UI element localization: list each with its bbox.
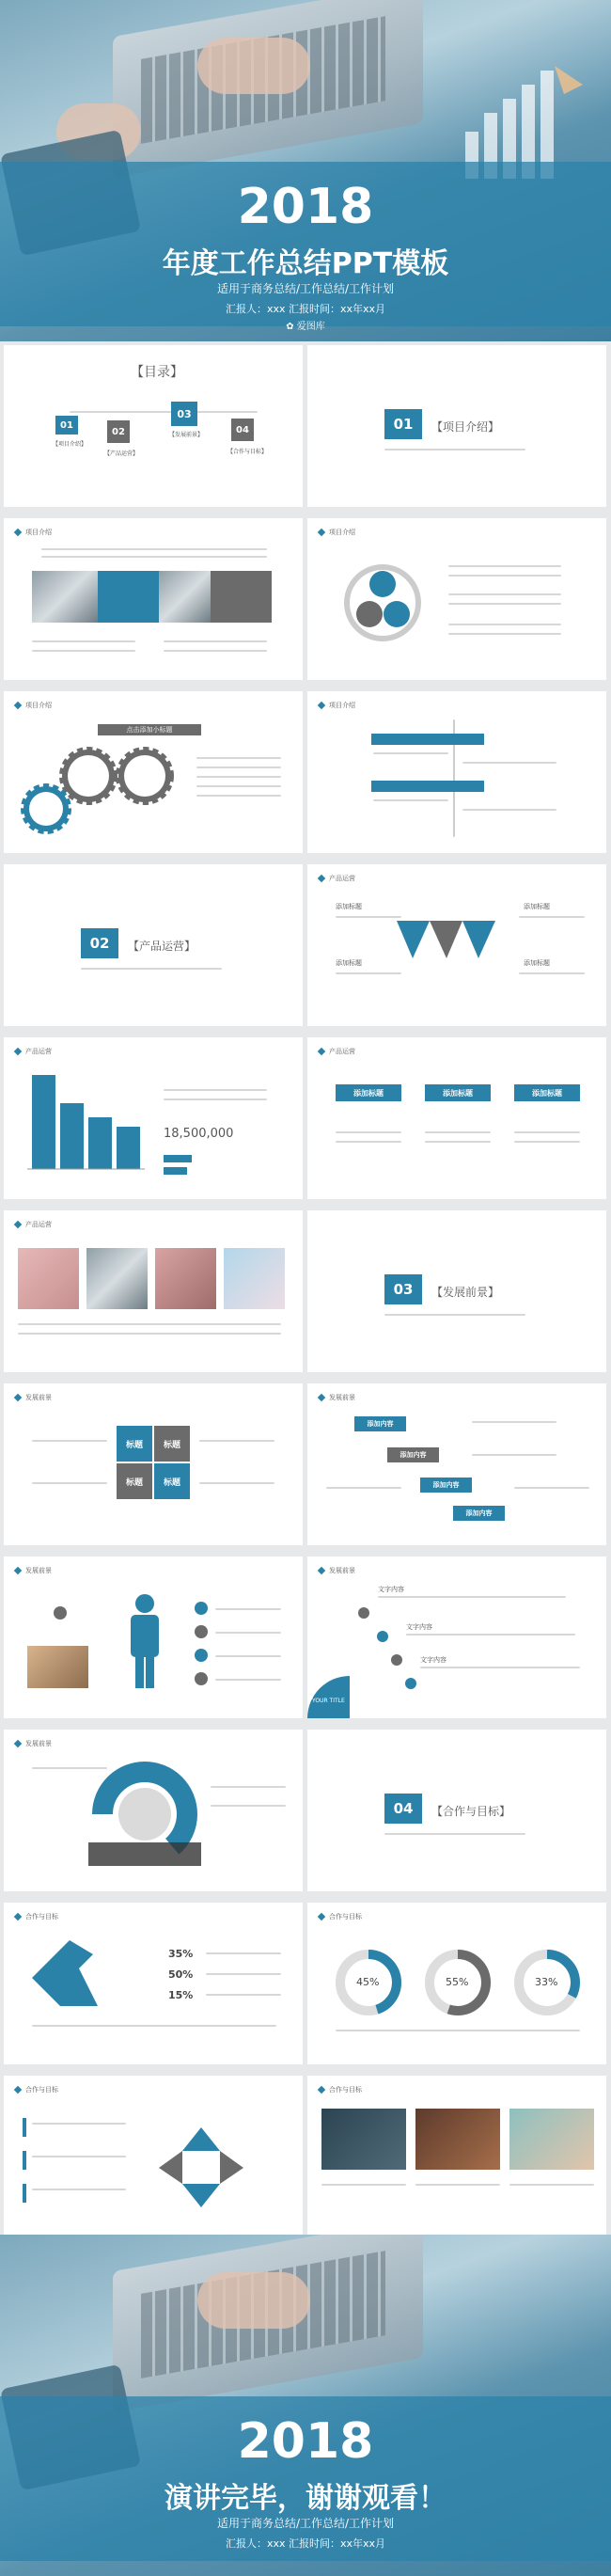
divider bbox=[384, 1314, 525, 1316]
text-line bbox=[321, 2184, 406, 2186]
text-line bbox=[336, 972, 401, 974]
text-line bbox=[32, 1482, 107, 1484]
slide-coop-donuts bbox=[307, 1903, 606, 2064]
hand-photo bbox=[197, 38, 310, 94]
slide-product-photos bbox=[4, 1210, 303, 1372]
text-line bbox=[164, 650, 267, 652]
product-photo bbox=[224, 1248, 285, 1309]
slide-tag: 项目介绍 bbox=[15, 701, 52, 710]
diamond-icon bbox=[14, 529, 22, 536]
divider bbox=[384, 1833, 525, 1835]
slide-tag: 项目介绍 bbox=[319, 528, 355, 537]
slide-tag: 发展前景 bbox=[15, 1739, 52, 1748]
product-photo bbox=[86, 1248, 148, 1309]
circle-cycle-diagram bbox=[307, 518, 606, 680]
text-line bbox=[378, 1596, 566, 1598]
text-line bbox=[215, 1679, 281, 1681]
percent-50: 50% bbox=[168, 1968, 194, 1981]
slide-section-04 bbox=[307, 1730, 606, 1891]
text-line bbox=[448, 593, 561, 595]
text-line bbox=[425, 1131, 491, 1133]
text-line bbox=[164, 1089, 267, 1091]
text-line bbox=[32, 2156, 126, 2157]
section-num: 03 bbox=[384, 1274, 422, 1304]
slide-project-gears bbox=[4, 691, 303, 853]
slide-tag: 合作与目标 bbox=[15, 1912, 58, 1921]
your-title: YOUR TITLE bbox=[312, 1698, 345, 1704]
divider bbox=[70, 411, 258, 413]
slide-product-chart bbox=[4, 1037, 303, 1199]
toc-num-03[interactable]: 03 bbox=[171, 402, 197, 426]
text-line bbox=[472, 1454, 556, 1456]
column-header: 添加标题 bbox=[425, 1084, 491, 1101]
timeline-bar bbox=[371, 781, 484, 792]
slide-prospect-radial bbox=[307, 1557, 606, 1718]
slide-section-03 bbox=[307, 1210, 606, 1372]
text-line bbox=[472, 1421, 556, 1423]
section-title: 【合作与目标】 bbox=[431, 1805, 511, 1818]
text-line bbox=[373, 799, 448, 801]
text-line bbox=[514, 1141, 580, 1143]
gear-icon bbox=[4, 691, 303, 853]
section-title: 【项目介绍】 bbox=[431, 420, 500, 434]
slide-tag: 产品运营 bbox=[15, 1047, 52, 1056]
slide-tag: 发展前景 bbox=[319, 1393, 355, 1402]
bar-chart bbox=[4, 1037, 303, 1199]
diamond-icon bbox=[318, 702, 325, 709]
text-line bbox=[448, 565, 561, 567]
text-line bbox=[211, 1805, 286, 1807]
section-title: 【产品运营】 bbox=[128, 940, 196, 953]
slide-tag: 发展前景 bbox=[15, 1393, 52, 1402]
text-line bbox=[41, 548, 267, 550]
slide-prospect-grid bbox=[4, 1383, 303, 1545]
grid-cell: 标题 bbox=[117, 1463, 152, 1499]
toc-num-01[interactable]: 01 bbox=[55, 416, 78, 435]
legend-bar bbox=[164, 1155, 192, 1162]
text-line bbox=[462, 809, 556, 811]
cover-reporter: 汇报人：xxx 汇报时间：xx年xx月 bbox=[225, 303, 386, 315]
text-line bbox=[206, 1952, 281, 1954]
donut-label-55: 55% bbox=[446, 1976, 469, 1988]
slide-section-02 bbox=[4, 864, 303, 1026]
divider bbox=[384, 449, 525, 450]
slide-tag: 合作与目标 bbox=[319, 1912, 362, 1921]
text-line bbox=[406, 1634, 575, 1636]
text-line bbox=[196, 785, 281, 787]
section-num: 01 bbox=[384, 409, 422, 439]
label-add-title: 添加标题 bbox=[336, 959, 362, 967]
text-line bbox=[211, 1786, 286, 1788]
coop-photo bbox=[415, 2109, 500, 2170]
cover-year: 2018 bbox=[237, 179, 374, 235]
divider bbox=[81, 968, 222, 970]
slide-coop-photos bbox=[307, 2076, 606, 2237]
text-heading: 文字内容 bbox=[406, 1623, 432, 1631]
text-line bbox=[215, 1632, 281, 1634]
grid-cell: 标题 bbox=[117, 1426, 152, 1462]
text-line bbox=[32, 2123, 126, 2125]
flow-step: 添加内容 bbox=[354, 1416, 406, 1431]
slide-project-circles bbox=[307, 518, 606, 680]
text-line bbox=[420, 1667, 580, 1668]
text-heading: 文字内容 bbox=[420, 1656, 446, 1664]
slide-tag: 合作与目标 bbox=[15, 2085, 58, 2094]
product-photo bbox=[155, 1248, 216, 1309]
text-line bbox=[199, 1482, 274, 1484]
text-line bbox=[448, 624, 561, 625]
slide-prospect-arc bbox=[4, 1730, 303, 1891]
section-num: 04 bbox=[384, 1794, 422, 1824]
text-line bbox=[519, 916, 585, 918]
slide-tag: 项目介绍 bbox=[319, 701, 355, 710]
label-add-title: 添加标题 bbox=[524, 959, 550, 967]
text-heading: 文字内容 bbox=[378, 1586, 404, 1593]
legend-bar bbox=[164, 1167, 187, 1175]
diamond-icon bbox=[14, 1394, 22, 1401]
info-panel bbox=[98, 571, 159, 623]
big-number: 18,500,000 bbox=[164, 1127, 234, 1141]
toc-label-03: 【发展前景】 bbox=[169, 432, 204, 438]
slide-product-columns bbox=[307, 1037, 606, 1199]
team-photo bbox=[32, 571, 98, 623]
slide-prospect-flow bbox=[307, 1383, 606, 1545]
cover-title: 年度工作总结PPT模板 bbox=[162, 247, 449, 280]
slide-tag: 发展前景 bbox=[15, 1566, 52, 1575]
slide-project-timeline bbox=[307, 691, 606, 853]
toc-label-01: 【项目介绍】 bbox=[53, 441, 87, 448]
column-header: 添加标题 bbox=[514, 1084, 580, 1101]
column-header: 添加标题 bbox=[336, 1084, 401, 1101]
text-line bbox=[336, 916, 401, 918]
text-line bbox=[199, 1440, 274, 1442]
text-line bbox=[32, 1767, 107, 1769]
grid-cell: 标题 bbox=[154, 1463, 190, 1499]
product-photo bbox=[18, 1248, 79, 1309]
text-line bbox=[336, 1131, 401, 1133]
ending-title: 演讲完毕，谢谢观看！ bbox=[164, 2482, 446, 2515]
list-marker bbox=[23, 2118, 26, 2137]
toc-title: 【目录】 bbox=[131, 365, 183, 380]
slide-tag: 发展前景 bbox=[319, 1566, 355, 1575]
ending-reporter: 汇报人：xxx 汇报时间：xx年xx月 bbox=[225, 2537, 386, 2550]
text-line bbox=[206, 1994, 281, 1996]
text-line bbox=[509, 2184, 594, 2186]
text-line bbox=[448, 603, 561, 605]
donut-label-33: 33% bbox=[535, 1976, 558, 1988]
flow-step: 添加内容 bbox=[453, 1506, 505, 1521]
slide-coop-hand bbox=[4, 1903, 303, 2064]
text-line bbox=[196, 757, 281, 759]
triangle-diagram bbox=[307, 864, 606, 1026]
toc-label-02: 【产品运营】 bbox=[104, 450, 139, 457]
text-line bbox=[32, 640, 135, 642]
ending-subtitle: 适用于商务总结/工作总结/工作计划 bbox=[216, 2517, 395, 2530]
percent-35: 35% bbox=[168, 1948, 194, 1960]
coop-photo bbox=[509, 2109, 594, 2170]
list-marker bbox=[23, 2151, 26, 2170]
text-line bbox=[215, 1608, 281, 1610]
diamond-icon bbox=[318, 1048, 325, 1055]
text-line bbox=[32, 2189, 126, 2190]
text-line bbox=[164, 640, 267, 642]
gear-header: 点击添加小标题 bbox=[98, 724, 201, 735]
text-line bbox=[18, 1323, 281, 1325]
slide-coop-arrows bbox=[4, 2076, 303, 2237]
slide-project-team bbox=[4, 518, 303, 680]
text-line bbox=[32, 650, 135, 652]
text-line bbox=[514, 1131, 580, 1133]
coop-photo bbox=[321, 2109, 406, 2170]
timeline-bar bbox=[371, 734, 484, 745]
slide-toc bbox=[4, 345, 303, 507]
grid-cell: 标题 bbox=[154, 1426, 190, 1462]
cover-logo: ✿ 爱图库 bbox=[286, 322, 325, 332]
ending-year: 2018 bbox=[237, 2413, 374, 2470]
slide-tag: 产品运营 bbox=[319, 874, 355, 883]
diamond-icon bbox=[318, 2086, 325, 2094]
slide-tag: 项目介绍 bbox=[15, 528, 52, 537]
section-num: 02 bbox=[81, 928, 118, 958]
cover-slide bbox=[0, 0, 611, 341]
diamond-icon bbox=[14, 1221, 22, 1228]
text-line bbox=[415, 2184, 500, 2186]
list-marker bbox=[23, 2184, 26, 2203]
logo-icon: ✿ bbox=[286, 322, 297, 332]
text-line bbox=[425, 1141, 491, 1143]
percent-15: 15% bbox=[168, 1989, 194, 2001]
text-line bbox=[514, 1487, 589, 1489]
ending-slide bbox=[0, 2235, 611, 2576]
flow-step: 添加内容 bbox=[420, 1478, 472, 1493]
toc-num-04[interactable]: 04 bbox=[231, 419, 254, 441]
toc-num-02[interactable]: 02 bbox=[107, 420, 130, 443]
text-line bbox=[196, 766, 281, 768]
slide-section-01 bbox=[307, 345, 606, 507]
text-line bbox=[32, 2025, 276, 2027]
label-add-title: 添加标题 bbox=[524, 903, 550, 910]
donut-label-45: 45% bbox=[356, 1976, 380, 1988]
text-line bbox=[448, 633, 561, 635]
info-panel bbox=[211, 571, 272, 623]
slide-tag: 合作与目标 bbox=[319, 2085, 362, 2094]
toc-label-04: 【合作与目标】 bbox=[227, 449, 268, 455]
slide-product-triangles bbox=[307, 864, 606, 1026]
cover-subtitle: 适用于商务总结/工作总结/工作计划 bbox=[216, 282, 395, 295]
text-line bbox=[448, 575, 561, 577]
arc-chart bbox=[4, 1730, 303, 1891]
meeting-photo bbox=[159, 571, 211, 623]
text-line bbox=[373, 752, 448, 754]
label-add-title: 添加标题 bbox=[336, 903, 362, 910]
slide-tag: 产品运营 bbox=[319, 1047, 355, 1056]
hand-photo bbox=[197, 2272, 310, 2329]
slide-tag: 产品运营 bbox=[15, 1220, 52, 1229]
text-line bbox=[18, 1333, 281, 1335]
text-line bbox=[164, 1098, 267, 1100]
person-icon bbox=[4, 1557, 303, 1718]
radial-diagram bbox=[307, 1557, 606, 1718]
hand-icon bbox=[4, 1903, 303, 2064]
text-line bbox=[206, 1973, 281, 1975]
text-line bbox=[32, 1440, 107, 1442]
text-line bbox=[519, 972, 585, 974]
text-line bbox=[336, 1141, 401, 1143]
text-line bbox=[326, 1487, 401, 1489]
diamond-icon bbox=[318, 1394, 325, 1401]
section-title: 【发展前景】 bbox=[431, 1286, 500, 1299]
slide-prospect-person bbox=[4, 1557, 303, 1718]
text-line bbox=[336, 2030, 580, 2031]
text-line bbox=[215, 1655, 281, 1657]
text-line bbox=[462, 762, 556, 764]
text-line bbox=[41, 556, 267, 558]
text-line bbox=[196, 795, 281, 797]
text-line bbox=[196, 776, 281, 778]
flow-step: 添加内容 bbox=[387, 1447, 439, 1462]
